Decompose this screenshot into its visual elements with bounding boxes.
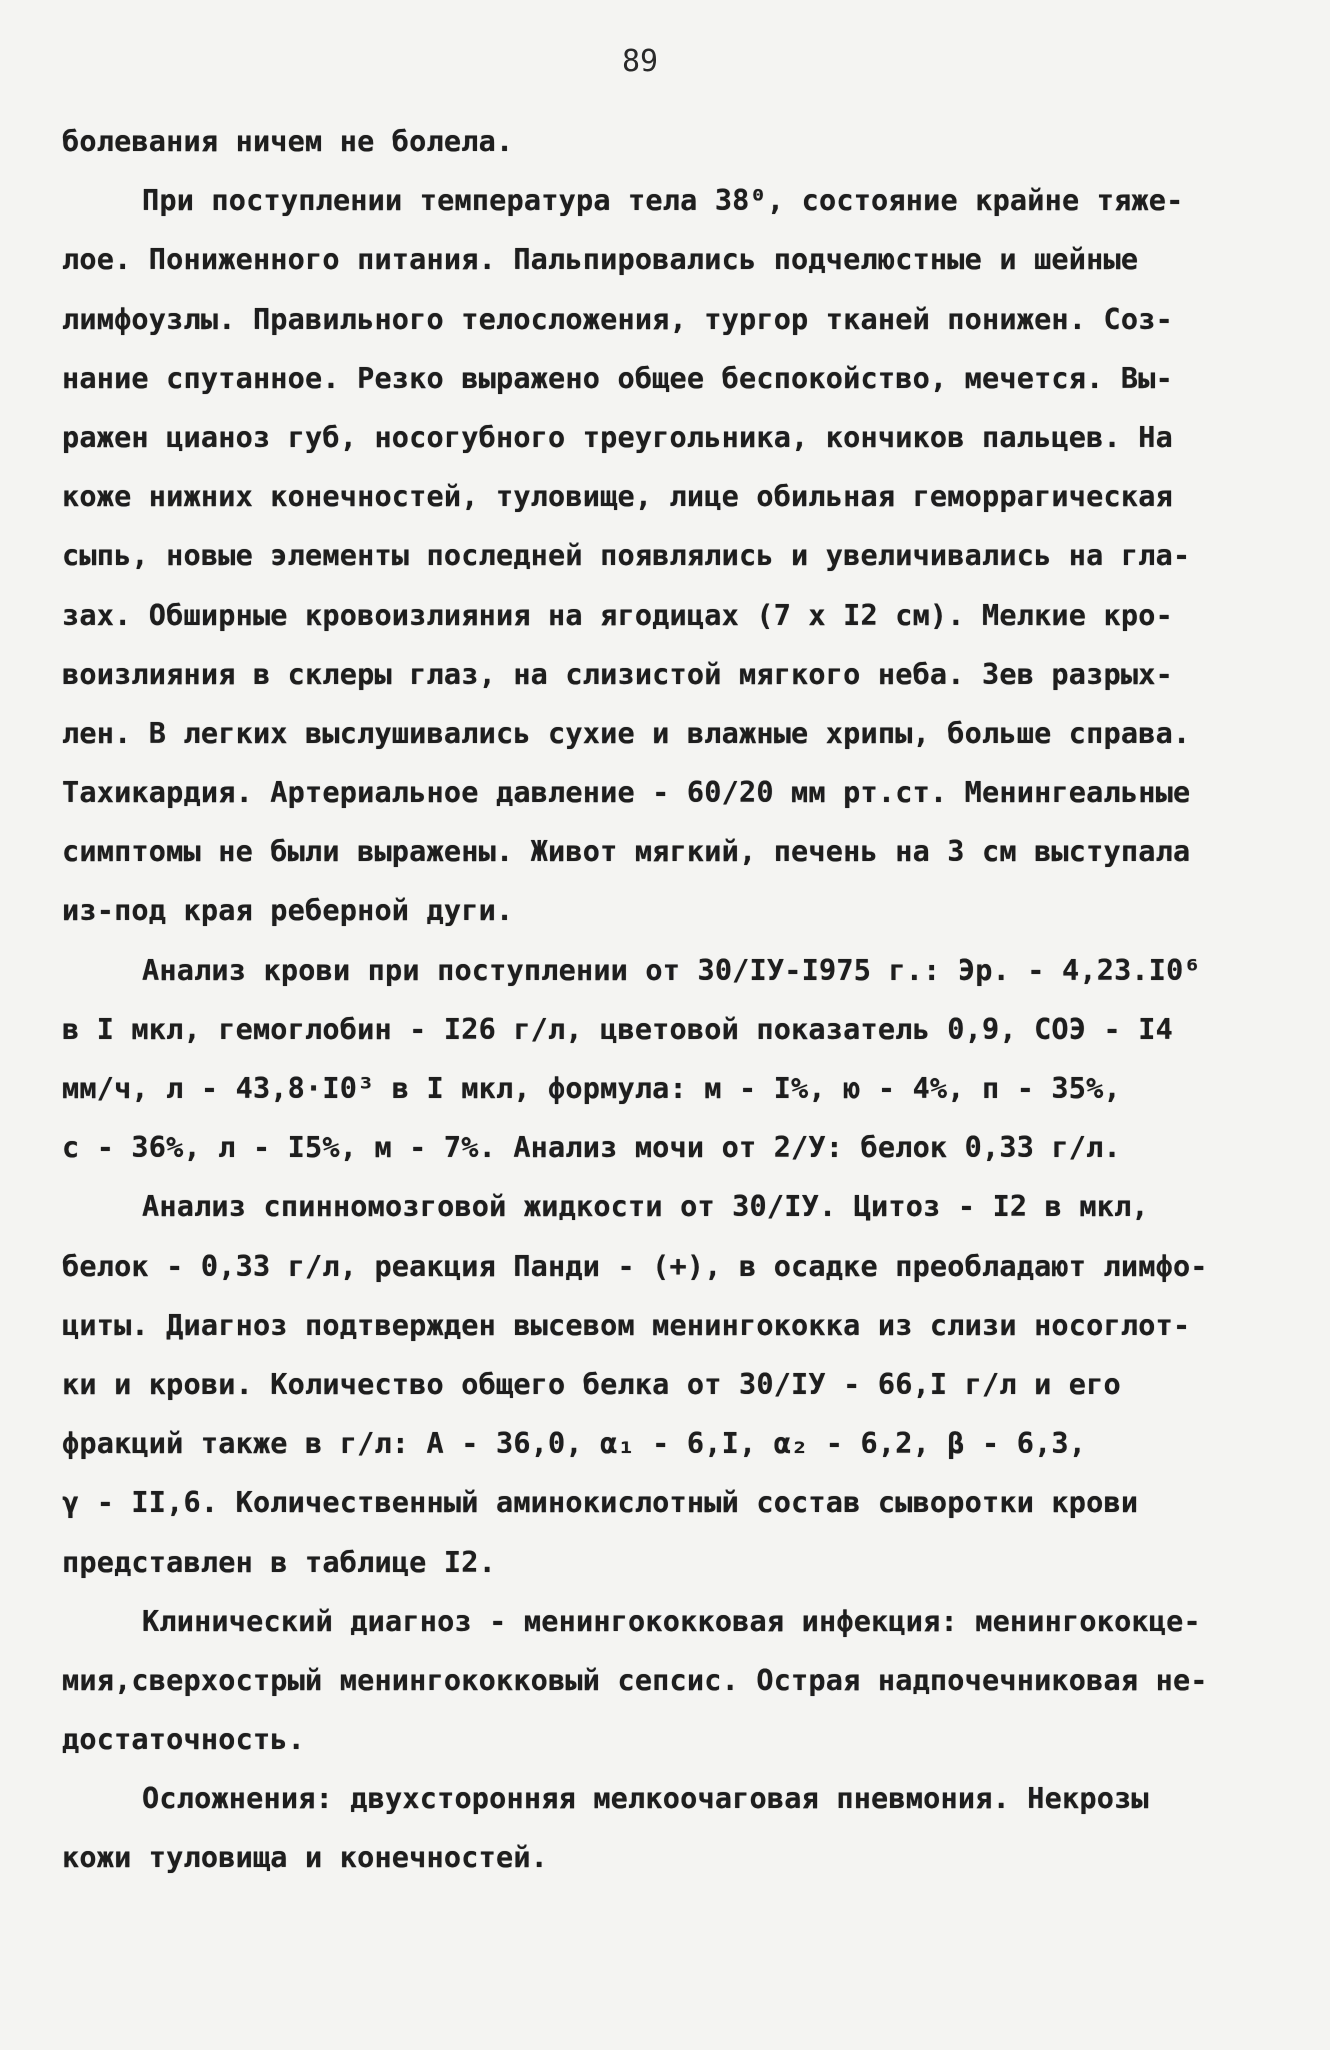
text-line: фракций также в г/л: А - 36,0, α₁ - 6,I, α₂ - 6,2, β - 6,3,: [62, 1427, 1087, 1461]
text-line: Анализ крови при поступлении от 30/IУ-I975 г.: Эр. - 4,23.I0⁶: [142, 953, 1201, 987]
text-line: болевания ничем не болела.: [62, 125, 514, 158]
text-line: представлен в таблице I2.: [62, 1545, 496, 1579]
text-line: из-под края реберной дуги.: [62, 894, 514, 928]
body-text: [62, 112, 1277, 1888]
text-line: воизлияния в склеры глаз, на слизистой мягкого неба. Зев разрых-: [62, 657, 1173, 691]
text-line: лое. Пониженного питания. Пальпировались подчелюстные и шейные: [62, 243, 1139, 277]
text-line: нание спутанное. Резко выражено общее беспокойство, мечется. Вы-: [62, 361, 1173, 395]
text-line: зах. Обширные кровоизлияния на ягодицах (7 х I2 см). Мелкие кро-: [62, 598, 1173, 632]
text-line: кожи туловища и конечностей.: [62, 1841, 549, 1875]
text-line: циты. Диагноз подтвержден высевом менингококка из слизи носоглот-: [62, 1308, 1191, 1342]
text-line: Осложнения: двухсторонняя мелкоочаговая пневмония. Некрозы: [142, 1782, 1149, 1816]
text-line: ки и крови. Количество общего белка от 30/IУ - 66,I г/л и его: [62, 1367, 1121, 1401]
text-line: лимфоузлы. Правильного телосложения, тургор тканей понижен. Соз-: [62, 302, 1173, 336]
text-line: При поступлении температура тела 38⁰, состояние крайне тяже-: [142, 184, 1184, 218]
text-line: Тахикардия. Артериальное давление - 60/20 мм рт.ст. Менингеальные: [62, 776, 1191, 810]
text-line: Анализ спинномозговой жидкости от 30/IУ. Цитоз - I2 в мкл,: [142, 1190, 1149, 1224]
text-line: коже нижних конечностей, туловище, лице обильная геморрагическая: [62, 480, 1173, 514]
text-line: симптомы не были выражены. Живот мягкий, печень на 3 см выступала: [62, 835, 1191, 869]
text-line: мия,сверхострый менингококковый сепсис. Острая надпочечниковая не-: [62, 1663, 1208, 1697]
text-line: достаточность.: [62, 1723, 306, 1757]
page-number: 89: [621, 44, 659, 79]
text-line: ражен цианоз губ, носогубного треугольника, кончиков пальцев. На: [62, 420, 1173, 454]
text-line: γ - II,6. Количественный аминокислотный состав сыворотки крови: [62, 1486, 1139, 1520]
text-line: с - 36%, л - I5%, м - 7%. Анализ мочи от 2/У: белок 0,33 г/л.: [62, 1131, 1121, 1165]
text-line: сыпь, новые элементы последней появлялись и увеличивались на гла-: [62, 539, 1191, 573]
text-line: лен. В легких выслушивались сухие и влажные хрипы, больше справа.: [62, 716, 1191, 750]
text-line: белок - 0,33 г/л, реакция Панди - (+), в осадке преобладают лимфо-: [62, 1249, 1208, 1283]
text-line: мм/ч, л - 43,8·I0³ в I мкл, формула: м - I%, ю - 4%, п - 35%,: [62, 1072, 1121, 1105]
text-line: в I мкл, гемоглобин - I26 г/л, цветовой показатель 0,9, СОЭ - I4: [62, 1012, 1173, 1046]
text-line: Клинический диагноз - менингококковая инфекция: менингококце-: [142, 1604, 1201, 1638]
